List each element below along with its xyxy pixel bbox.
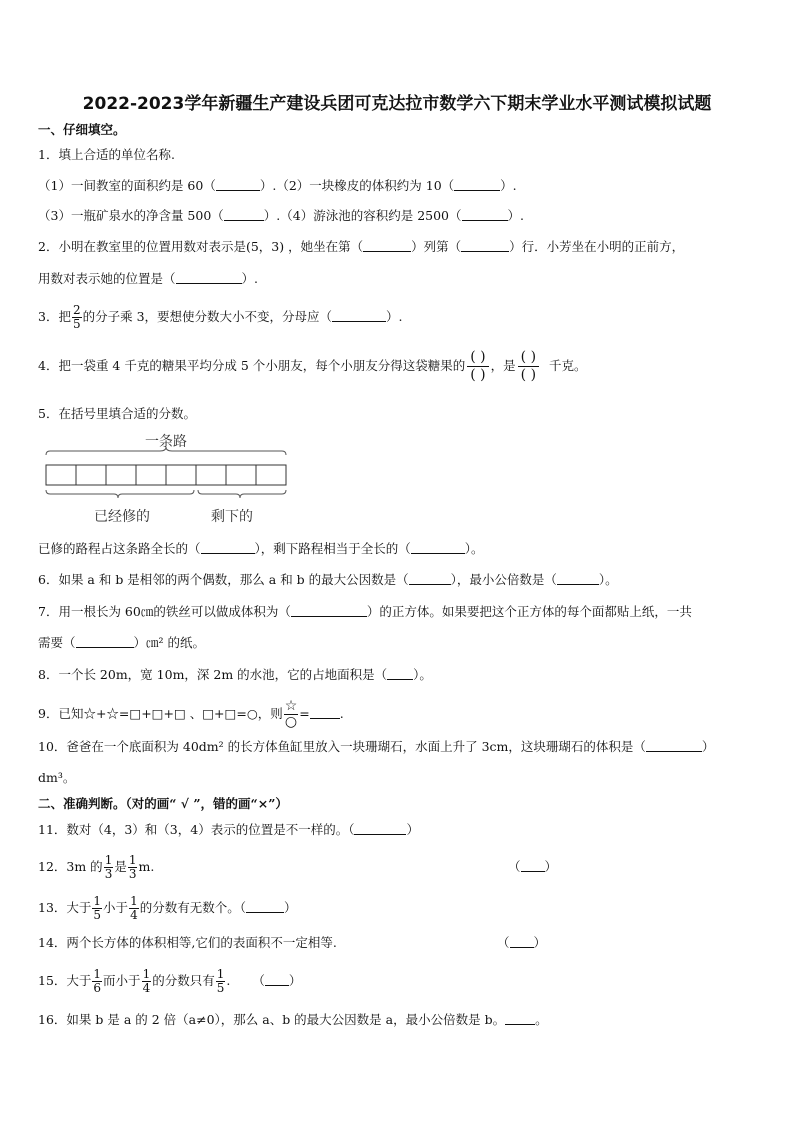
question-12: 12．3m 的 $\frac{1}{3}$ 是 $\frac{1}{3}$ m. bbox=[38, 853, 155, 881]
road-segments bbox=[46, 465, 286, 485]
page-title: 2022-2023学年新疆生产建设兵团可克达拉市数学六下期末学业水平测试模拟试题 bbox=[82, 94, 712, 114]
answer-blank[interactable] bbox=[201, 541, 255, 554]
question-7-line-2: 需要（ ）㎝² 的纸。 bbox=[38, 635, 206, 650]
fraction: $\frac{1}{3}$ bbox=[104, 853, 113, 881]
question-16: 16．如果 b 是 a 的 2 倍（a≠0），那么 a、b 的最大公因数是 a，最小公倍数是 b。 。 bbox=[38, 1012, 548, 1027]
question-7-line-1: 7．用一根长为 60㎝的铁丝可以做成体积为（ ）的正方体。如果要把这个正方体的每个面都贴上纸，一共 bbox=[38, 604, 692, 619]
question-15: 15．大于 $\frac{1}{6}$ 而小于 $\frac{1}{4}$ 的分数只有 $\frac{1}{5}$ . （ ） bbox=[38, 967, 302, 995]
answer-blank[interactable] bbox=[246, 900, 284, 913]
remaining-brace bbox=[198, 490, 286, 498]
fraction: $\frac{1}{4}$ bbox=[142, 967, 151, 995]
question-9: 9．已知☆+☆=□+□+□ 、□+□=○，则 $\frac{☆}{○}$ = . bbox=[38, 698, 344, 730]
section-judgement-heading: 二、准确判断。（对的画“ √ ”，错的画“×”） bbox=[38, 796, 288, 811]
answer-blank[interactable] bbox=[557, 572, 599, 585]
question-10-line-2: dm³。 bbox=[38, 770, 76, 785]
answer-blank[interactable] bbox=[409, 572, 451, 585]
question-1-line-1: （1）一间教室的面积约是 60（ ）.（2）一块橡皮的体积约为 10（ ）. bbox=[38, 178, 517, 193]
answer-blank[interactable] bbox=[224, 208, 264, 221]
question-2-line-1: 2．小明在教室里的位置用数对表示是(5，3) ，她坐在第（ ）列第（ ）行．小芳坐在小明的正前方， bbox=[38, 239, 685, 254]
answer-blank[interactable] bbox=[521, 859, 545, 872]
question-5-answer-line: 已修的路程占这条路全长的（ ），剩下路程相当于全长的（ ）。 bbox=[38, 541, 484, 556]
question-5-stem: 5．在括号里填合适的分数。 bbox=[38, 406, 196, 421]
answer-blank[interactable] bbox=[354, 822, 406, 835]
answer-blank[interactable] bbox=[454, 178, 500, 191]
paren-fraction-blank[interactable]: $\frac{( )}{( )}$ bbox=[518, 349, 539, 384]
question-11: 11．数对（4，3）和（3，4）表示的位置是不一样的。（ ） bbox=[38, 822, 419, 837]
question-3: 3．把 $\frac{2}{5}$ 的分子乘 3，要想使分数大小不变，分母应（ ）. bbox=[38, 303, 403, 331]
fraction: $\frac{2}{5}$ bbox=[72, 303, 81, 331]
fraction: $\frac{1}{4}$ bbox=[130, 894, 138, 922]
road-brace bbox=[46, 447, 286, 455]
repaired-brace bbox=[46, 490, 194, 498]
answer-blank[interactable] bbox=[363, 239, 411, 252]
question-14: 14．两个长方体的体积相等,它们的表面积不一定相等. bbox=[38, 935, 337, 950]
question-2-line-2: 用数对表示她的位置是（ ）. bbox=[38, 271, 258, 286]
section-fill-in-heading: 一、仔细填空。 bbox=[38, 122, 126, 137]
fraction: $\frac{1}{6}$ bbox=[93, 967, 102, 995]
answer-blank[interactable] bbox=[176, 271, 242, 284]
question-1-line-2: （3）一瓶矿泉水的净含量 500（ ）.（4）游泳池的容积约是 2500（ ）. bbox=[38, 208, 524, 223]
answer-blank[interactable] bbox=[505, 1012, 535, 1025]
question-8: 8．一个长 20m，宽 10m，深 2m 的水池，它的占地面积是（ ）。 bbox=[38, 667, 432, 682]
question-6: 6．如果 a 和 b 是相邻的两个偶数，那么 a 和 b 的最大公因数是（ ），最小公倍数是（ ）。 bbox=[38, 572, 618, 587]
answer-blank[interactable] bbox=[646, 739, 702, 752]
question-13: 13．大于 $\frac{1}{5}$ 小于 $\frac{1}{4}$ 的分数有无数个。（ ） bbox=[38, 894, 297, 922]
paren-fraction-blank[interactable]: $\frac{( )}{( )}$ bbox=[467, 349, 488, 384]
answer-blank[interactable] bbox=[332, 309, 386, 322]
road-label: 一条路 bbox=[145, 434, 187, 450]
answer-blank[interactable] bbox=[387, 667, 413, 680]
remaining-label: 剩下的 bbox=[211, 509, 253, 525]
answer-blank[interactable] bbox=[310, 706, 340, 719]
question-1-stem: 1．填上合适的单位名称. bbox=[38, 147, 175, 162]
answer-blank[interactable] bbox=[216, 178, 260, 191]
fraction: $\frac{1}{5}$ bbox=[93, 894, 102, 922]
answer-blank[interactable] bbox=[462, 208, 508, 221]
fraction: $\frac{1}{5}$ bbox=[216, 967, 225, 995]
answer-blank[interactable] bbox=[411, 541, 465, 554]
question-14-judgement: （ ） bbox=[497, 935, 547, 950]
answer-blank[interactable] bbox=[76, 635, 134, 648]
fraction-star-over-circle: $\frac{☆}{○}$ bbox=[284, 698, 298, 730]
repaired-label: 已经修的 bbox=[94, 509, 150, 525]
answer-blank[interactable] bbox=[265, 973, 289, 986]
answer-blank[interactable] bbox=[510, 935, 534, 948]
question-12-judgement: （ ） bbox=[508, 859, 558, 874]
question-4: 4．把一袋重 4 千克的糖果平均分成 5 个小朋友，每个小朋友分得这袋糖果的 $\frac{( )}{( )}$ ，是 $\frac{( )}{( )}$ 千克。 bbox=[38, 349, 587, 383]
question-10-line-1: 10．爸爸在一个底面积为 40dm² 的长方体鱼缸里放入一块珊瑚石，水面上升了 3cm，这块珊瑚石的体积是（ ） bbox=[38, 739, 715, 754]
road-diagram bbox=[40, 430, 292, 528]
fraction: $\frac{1}{3}$ bbox=[128, 853, 137, 881]
answer-blank[interactable] bbox=[291, 604, 367, 617]
answer-blank[interactable] bbox=[461, 239, 509, 252]
